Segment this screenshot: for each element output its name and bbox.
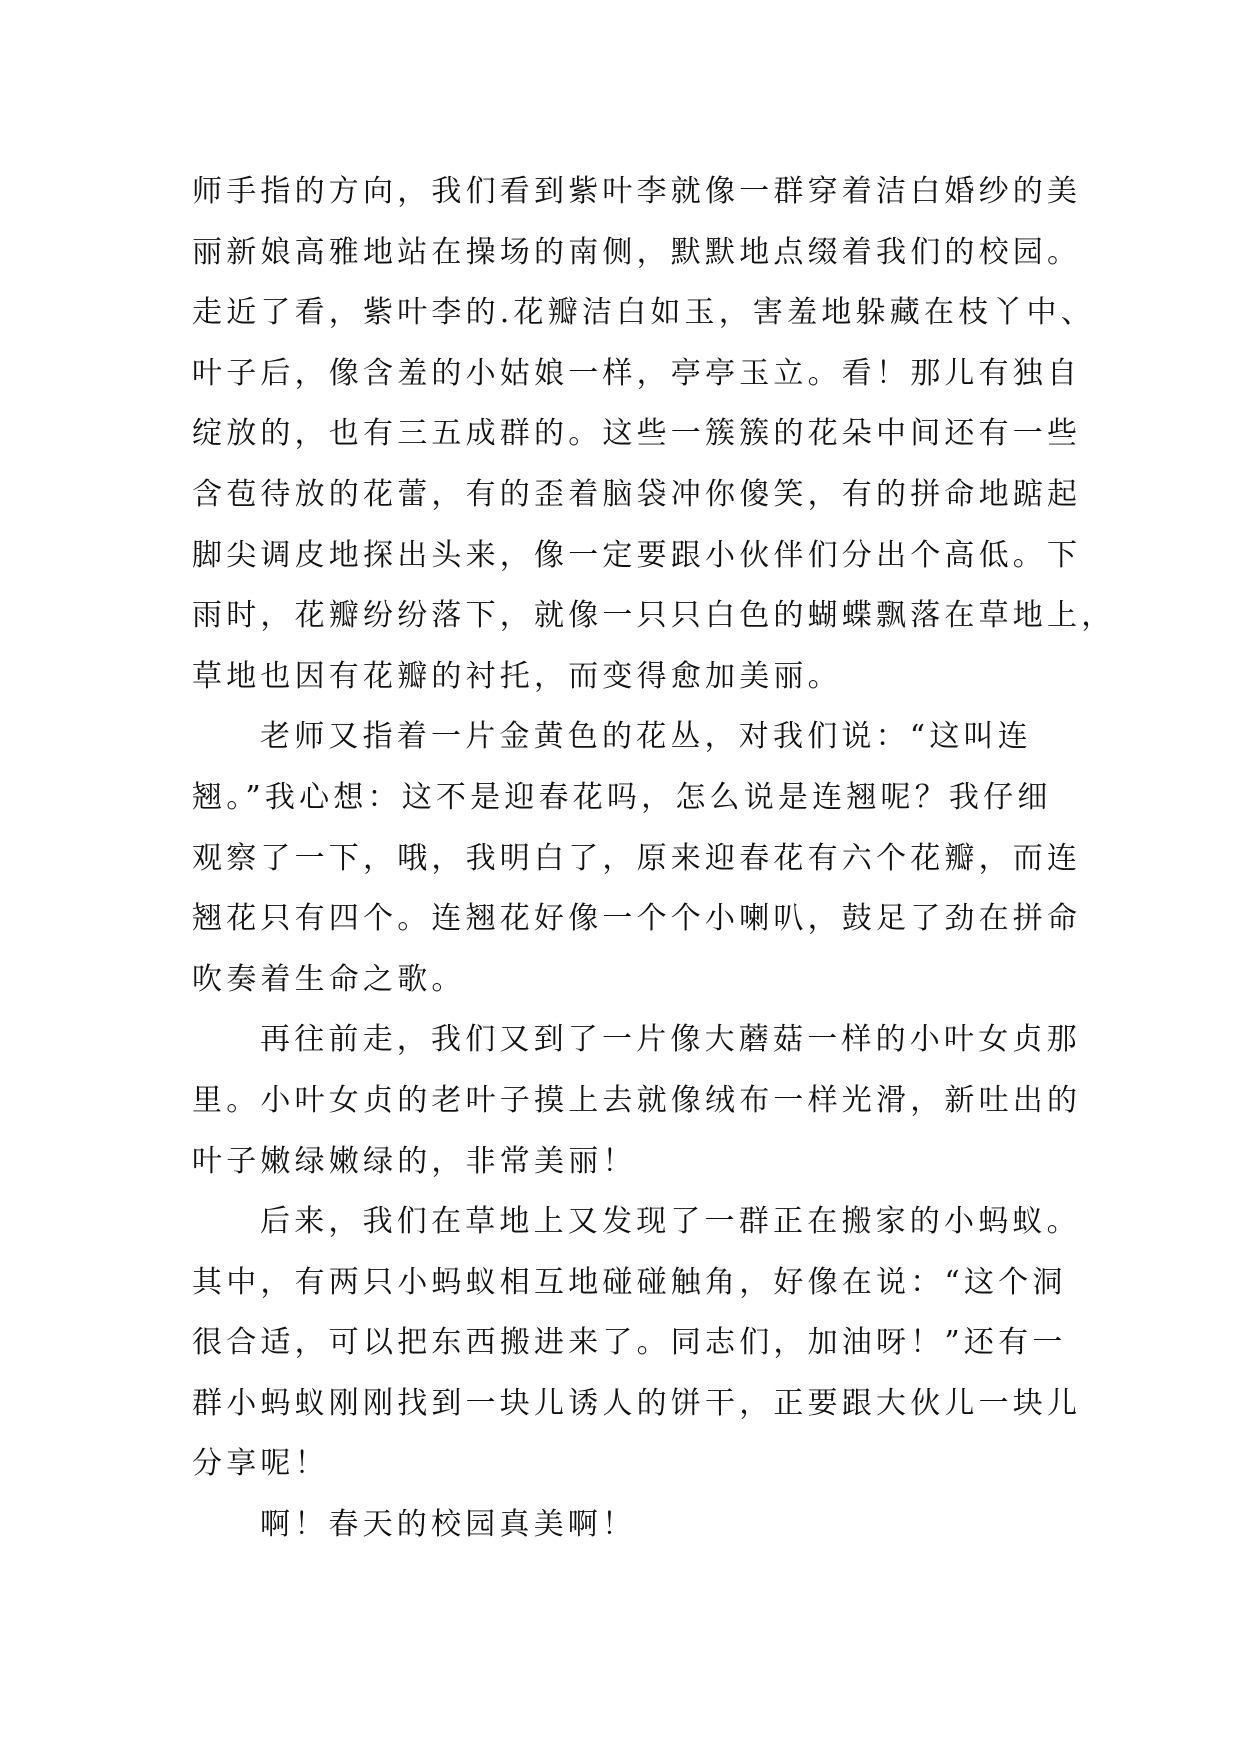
text-line: 翘花只有四个。连翘花好像一个个小喇叭，鼓足了劲在拼命 [192,901,1082,937]
text-line: 丽新娘高雅地站在操场的南侧，默默地点缀着我们的校园。 [192,234,1082,270]
text-line: 翘。”我心想：这不是迎春花吗，怎么说是连翘呢？我仔细 [192,779,1052,815]
text-line: 观察了一下，哦，我明白了，原来迎春花有六个花瓣，而连 [192,840,1082,876]
text-line: 叶子后，像含羞的小姑娘一样，亭亭玉立。看！那儿有独自 [192,355,1082,391]
text-line: 分享呢！ [192,1446,329,1482]
text-line: 雨时，花瓣纷纷落下，就像一只只白色的蝴蝶飘落在草地上， [192,598,1116,634]
text-line: 含苞待放的花蕾，有的歪着脑袋冲你傻笑，有的拼命地踮起 [192,476,1082,512]
text-line: 后来，我们在草地上又发现了一群正在搬家的小蚂蚁。 [260,1204,1081,1240]
text-line: 很合适，可以把东西搬进来了。同志们，加油呀！”还有一 [192,1325,1067,1361]
text-line: 走近了看，紫叶李的.花瓣洁白如玉，害羞地躲藏在枝丫中、 [192,295,1095,331]
document-body [192,162,1116,1556]
text-line: 其中，有两只小蚂蚁相互地碰碰触角，好像在说：“这个洞 [192,1264,1067,1300]
text-line: 绽放的，也有三五成群的。这些一簇簇的花朵中间还有一些 [192,416,1082,452]
text-line: 群小蚂蚁刚刚找到一块儿诱人的饼干，正要跟大伙儿一块儿 [192,1385,1082,1421]
text-line: 叶子嫩绿嫩绿的，非常美丽！ [192,1143,637,1179]
text-line: 再往前走，我们又到了一片像大蘑菇一样的小叶女贞那 [260,1022,1081,1058]
text-line: 里。小叶女贞的老叶子摸上去就像绒布一样光滑，新吐出的 [192,1082,1082,1118]
text-line: 脚尖调皮地探出头来，像一定要跟小伙伴们分出个高低。下 [192,537,1082,573]
text-line: 老师又指着一片金黄色的花丛，对我们说：“这叫连 [260,719,1032,755]
text-line: 草地也因有花瓣的衬托，而变得愈加美丽。 [192,658,842,694]
text-line: 师手指的方向，我们看到紫叶李就像一群穿着洁白婚纱的美 [192,174,1082,209]
text-line: 啊！春天的校园真美啊！ [260,1507,637,1543]
text-line: 吹奏着生命之歌。 [192,961,466,997]
